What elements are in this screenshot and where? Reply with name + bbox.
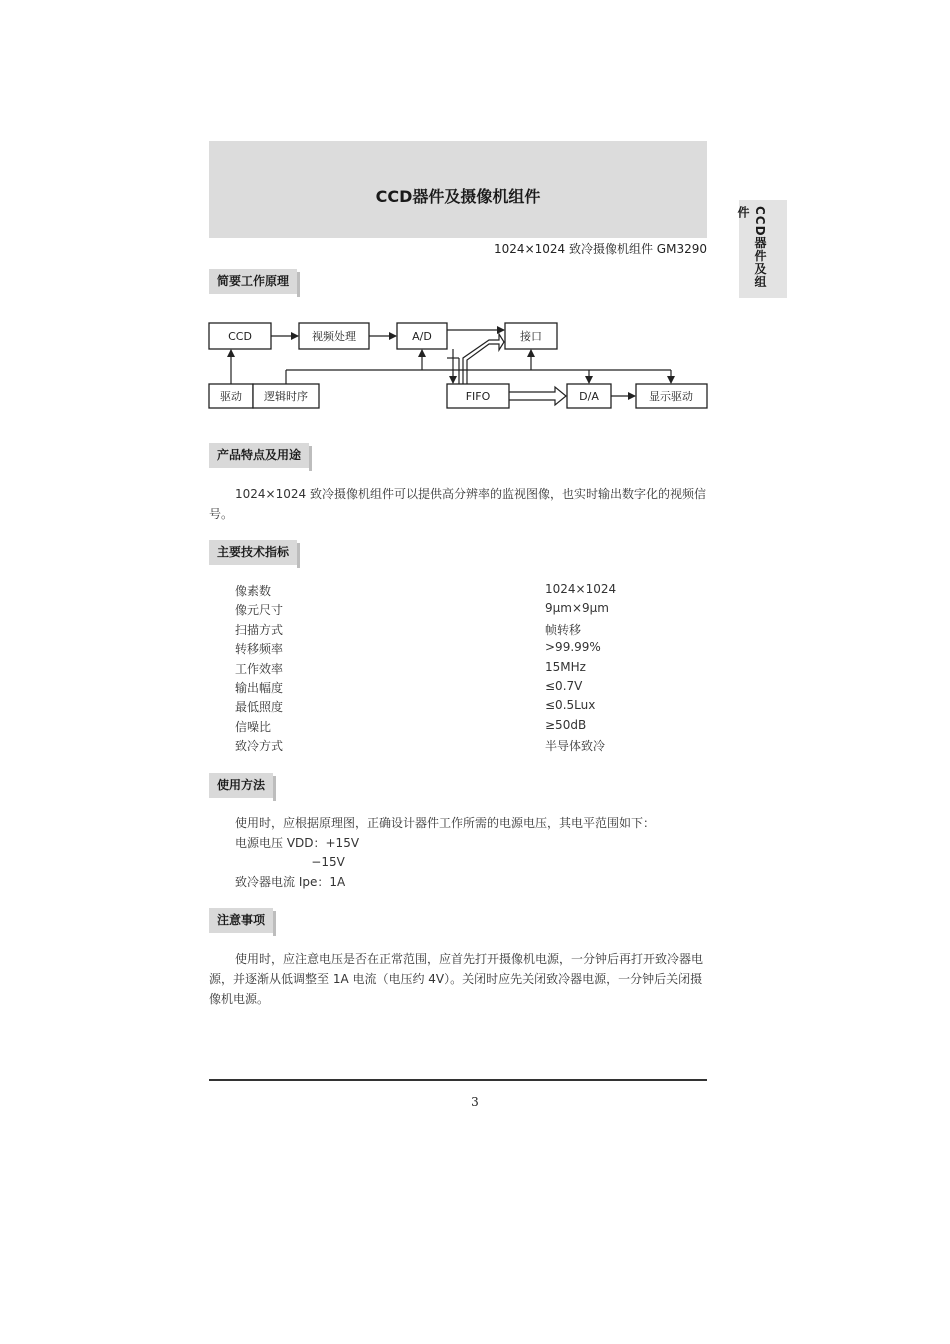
chapter-title: CCD器件及摄像机组件: [375, 187, 541, 206]
spec-name: 像素数: [235, 584, 272, 598]
spec-row: [235, 737, 685, 756]
spec-row: [235, 582, 685, 601]
spec-name: 转移频率: [235, 642, 284, 657]
features-paragraph: 1024×1024 致冷摄像机组件可以提供高分辨率的监视图像，也实时输出数字化的视频信号。: [209, 487, 706, 521]
hollow-arrow-fifo-da: [509, 387, 566, 405]
page-number: 3: [471, 1095, 479, 1109]
label-logic: 逻辑时序: [264, 390, 308, 403]
hollow-arrow-to-interface: [463, 334, 504, 384]
section-principle: 简要工作原理: [209, 269, 297, 294]
spec-row: [235, 660, 685, 679]
side-tab-label: CCD器件及组件: [736, 206, 767, 289]
spec-name: 信噪比: [235, 719, 272, 734]
spec-value: 帧转移: [545, 622, 582, 637]
label-interface: 接口: [520, 330, 542, 343]
spec-value: ≥50dB: [545, 717, 587, 732]
usage-line: −15V: [235, 855, 345, 869]
spec-row: [235, 698, 685, 717]
usage-line: 致冷器电流 Ipe：1A: [235, 874, 346, 889]
label-ad: A/D: [412, 330, 432, 343]
label-display: 显示驱动: [649, 390, 693, 403]
label-video: 视频处理: [312, 330, 356, 343]
chapter-header: [209, 141, 707, 238]
spec-value: ≤0.5Lux: [545, 698, 596, 713]
label-ccd: CCD: [228, 330, 252, 343]
spec-row: [235, 601, 685, 620]
spec-name: 最低照度: [235, 700, 284, 715]
spec-value: >99.99%: [545, 640, 601, 655]
spec-name: 工作效率: [235, 661, 284, 676]
product-subtitle: 1024×1024 致冷摄像机组件 GM3290: [494, 242, 707, 256]
label-fifo: FIFO: [465, 390, 491, 403]
notes-paragraph: 使用时，应注意电压是否在正常范围，应首先打开摄像机电源，一分钟后再打开致冷器电源，并逐渐从低调整至 1A 电流（电压约 4V）。关闭时应先关闭致冷器电源，一分钟后关闭摄像机电源。: [209, 952, 704, 1006]
section-specs: 主要技术指标: [209, 540, 297, 565]
block-diagram: [205, 318, 715, 418]
spec-list: [235, 582, 685, 757]
usage-line: 电源电压 VDD：+15V: [235, 835, 360, 850]
section-features: 产品特点及用途: [209, 443, 309, 468]
section-notes: 注意事项: [209, 908, 273, 933]
footer-rule: [209, 1079, 707, 1081]
side-tab: [736, 200, 787, 298]
spec-value: 半导体致冷: [545, 739, 606, 754]
usage-line: 使用时，应根据原理图，正确设计器件工作所需的电源电压，其电平范围如下：: [235, 816, 656, 830]
spec-name: 像元尺寸: [235, 603, 284, 618]
spec-value: 1024×1024: [545, 582, 617, 596]
usage-block: [235, 814, 655, 892]
spec-name: 输出幅度: [235, 680, 284, 695]
spec-row: [235, 621, 685, 640]
section-usage: 使用方法: [209, 773, 273, 798]
spec-value: 15MHz: [545, 659, 586, 674]
spec-name: 扫描方式: [235, 622, 284, 637]
spec-value: ≤0.7V: [545, 678, 583, 693]
spec-row: [235, 640, 685, 659]
spec-name: 致冷方式: [235, 739, 284, 754]
spec-value: 9μm×9μm: [545, 601, 609, 616]
label-da: D/A: [579, 390, 599, 403]
spec-row: [235, 718, 685, 737]
spec-row: [235, 679, 685, 698]
label-drive: 驱动: [220, 390, 242, 403]
